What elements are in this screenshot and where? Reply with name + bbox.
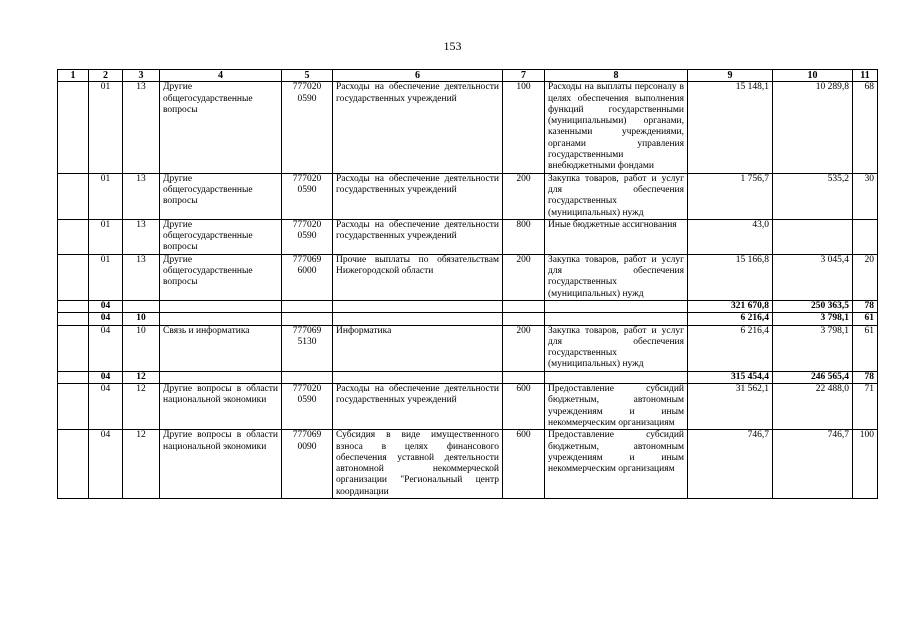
page-number: 153 bbox=[443, 39, 462, 53]
cell-subsection-name: Другие вопросы в области национальной экономики bbox=[160, 384, 282, 430]
cell-expense-type: 600 bbox=[503, 384, 545, 430]
cell-subsection-name bbox=[160, 300, 282, 312]
cell-expense-type bbox=[503, 300, 545, 312]
cell-col1 bbox=[58, 313, 89, 325]
subtotal-row bbox=[58, 371, 878, 383]
subtotal-row bbox=[58, 300, 878, 312]
cell-section: 01 bbox=[89, 219, 123, 254]
table-row bbox=[58, 82, 878, 173]
cell-article-name bbox=[333, 313, 503, 325]
cell-subsection-name: Другие общегосударственные вопросы bbox=[160, 254, 282, 300]
cell-expense-type: 600 bbox=[503, 430, 545, 499]
cell-section: 01 bbox=[89, 82, 123, 173]
cell-target-article: 777020 0590 bbox=[282, 82, 333, 173]
cell-amount-plan: 43,0 bbox=[688, 219, 773, 254]
cell-subsection-name: Другие общегосударственные вопросы bbox=[160, 82, 282, 173]
cell-subsection: 10 bbox=[123, 325, 160, 371]
cell-article-name: Прочие выплаты по обязательствам Нижегородской области bbox=[333, 254, 503, 300]
cell-section: 01 bbox=[89, 173, 123, 219]
cell-section: 04 bbox=[89, 313, 123, 325]
cell-percent: 71 bbox=[853, 384, 878, 430]
cell-amount-actual bbox=[773, 219, 853, 254]
cell-amount-plan: 31 562,1 bbox=[688, 384, 773, 430]
cell-expense-type-name: Закупка товаров, работ и услуг для обеспечения государственных (муниципальных) нужд bbox=[545, 254, 688, 300]
cell-expense-type-name bbox=[545, 300, 688, 312]
cell-section: 01 bbox=[89, 254, 123, 300]
cell-section: 04 bbox=[89, 300, 123, 312]
cell-target-article bbox=[282, 300, 333, 312]
cell-percent: 78 bbox=[853, 300, 878, 312]
column-header: 3 bbox=[123, 70, 160, 82]
cell-subsection-name bbox=[160, 371, 282, 383]
cell-expense-type-name bbox=[545, 371, 688, 383]
cell-amount-actual: 10 289,8 bbox=[773, 82, 853, 173]
cell-article-name: Расходы на обеспечение деятельности государственных учреждений bbox=[333, 173, 503, 219]
cell-article-name: Субсидия в виде имущественного взноса в целях финансового обеспечения уставной деятельности автономной некоммерческой организации "Региональный центр координации bbox=[333, 430, 503, 499]
cell-amount-plan: 6 216,4 bbox=[688, 313, 773, 325]
cell-article-name bbox=[333, 300, 503, 312]
cell-amount-actual: 535,2 bbox=[773, 173, 853, 219]
cell-target-article: 777069 5130 bbox=[282, 325, 333, 371]
cell-percent: 100 bbox=[853, 430, 878, 499]
cell-target-article bbox=[282, 313, 333, 325]
cell-subsection-name bbox=[160, 313, 282, 325]
cell-amount-plan: 15 166,8 bbox=[688, 254, 773, 300]
cell-subsection: 13 bbox=[123, 219, 160, 254]
table-row bbox=[58, 219, 878, 254]
cell-target-article: 777069 6000 bbox=[282, 254, 333, 300]
cell-percent: 61 bbox=[853, 325, 878, 371]
cell-section: 04 bbox=[89, 430, 123, 499]
cell-target-article bbox=[282, 371, 333, 383]
cell-col1 bbox=[58, 325, 89, 371]
subtotal-row bbox=[58, 313, 878, 325]
cell-expense-type: 200 bbox=[503, 325, 545, 371]
cell-expense-type-name: Предоставление субсидий бюджетным, автономным учреждениям и иным некоммерческим организациям bbox=[545, 384, 688, 430]
cell-expense-type-name: Закупка товаров, работ и услуг для обеспечения государственных (муниципальных) нужд bbox=[545, 325, 688, 371]
cell-amount-actual: 250 363,5 bbox=[773, 300, 853, 312]
cell-subsection-name: Связь и информатика bbox=[160, 325, 282, 371]
cell-subsection-name: Другие общегосударственные вопросы bbox=[160, 219, 282, 254]
cell-col1 bbox=[58, 300, 89, 312]
cell-subsection-name: Другие общегосударственные вопросы bbox=[160, 173, 282, 219]
cell-subsection: 13 bbox=[123, 254, 160, 300]
cell-percent: 20 bbox=[853, 254, 878, 300]
cell-subsection: 13 bbox=[123, 82, 160, 173]
cell-amount-plan: 746,7 bbox=[688, 430, 773, 499]
cell-amount-actual: 246 565,4 bbox=[773, 371, 853, 383]
table-row bbox=[58, 325, 878, 371]
cell-article-name: Расходы на обеспечение деятельности государственных учреждений bbox=[333, 219, 503, 254]
cell-expense-type: 800 bbox=[503, 219, 545, 254]
cell-article-name bbox=[333, 371, 503, 383]
cell-subsection: 12 bbox=[123, 430, 160, 499]
column-header: 10 bbox=[773, 70, 853, 82]
cell-article-name: Расходы на обеспечение деятельности государственных учреждений bbox=[333, 82, 503, 173]
column-header: 2 bbox=[89, 70, 123, 82]
column-header: 9 bbox=[688, 70, 773, 82]
table-row bbox=[58, 254, 878, 300]
cell-percent: 78 bbox=[853, 371, 878, 383]
cell-subsection: 10 bbox=[123, 313, 160, 325]
cell-amount-plan: 1 756,7 bbox=[688, 173, 773, 219]
column-header: 6 bbox=[333, 70, 503, 82]
cell-col1 bbox=[58, 173, 89, 219]
cell-percent: 61 bbox=[853, 313, 878, 325]
cell-col1 bbox=[58, 371, 89, 383]
cell-target-article: 777020 0590 bbox=[282, 173, 333, 219]
cell-col1 bbox=[58, 254, 89, 300]
cell-expense-type: 100 bbox=[503, 82, 545, 173]
cell-subsection: 12 bbox=[123, 384, 160, 430]
cell-section: 04 bbox=[89, 384, 123, 430]
cell-amount-actual: 3 798,1 bbox=[773, 325, 853, 371]
cell-subsection: 12 bbox=[123, 371, 160, 383]
cell-col1 bbox=[58, 219, 89, 254]
cell-article-name: Расходы на обеспечение деятельности государственных учреждений bbox=[333, 384, 503, 430]
column-header: 11 bbox=[853, 70, 878, 82]
cell-subsection: 13 bbox=[123, 173, 160, 219]
cell-expense-type-name: Иные бюджетные ассигнования bbox=[545, 219, 688, 254]
column-header: 1 bbox=[58, 70, 89, 82]
cell-percent: 68 bbox=[853, 82, 878, 173]
cell-amount-actual: 3 045,4 bbox=[773, 254, 853, 300]
column-header: 7 bbox=[503, 70, 545, 82]
cell-expense-type-name bbox=[545, 313, 688, 325]
cell-target-article: 777020 0590 bbox=[282, 384, 333, 430]
cell-amount-plan: 15 148,1 bbox=[688, 82, 773, 173]
cell-section: 04 bbox=[89, 371, 123, 383]
cell-amount-actual: 3 798,1 bbox=[773, 313, 853, 325]
cell-col1 bbox=[58, 430, 89, 499]
cell-amount-actual: 22 488,0 bbox=[773, 384, 853, 430]
table-header-row bbox=[58, 70, 878, 82]
column-header: 5 bbox=[282, 70, 333, 82]
cell-article-name: Информатика bbox=[333, 325, 503, 371]
cell-amount-plan: 6 216,4 bbox=[688, 325, 773, 371]
cell-target-article: 777020 0590 bbox=[282, 219, 333, 254]
cell-expense-type bbox=[503, 313, 545, 325]
cell-expense-type-name: Расходы на выплаты персоналу в целях обеспечения выполнения функций государственными (муниципальными) органами, казенными учреждениями, органами управления государственными внебюджетными фондами bbox=[545, 82, 688, 173]
cell-col1 bbox=[58, 82, 89, 173]
cell-amount-plan: 315 454,4 bbox=[688, 371, 773, 383]
cell-subsection bbox=[123, 300, 160, 312]
table-row bbox=[58, 384, 878, 430]
cell-section: 04 bbox=[89, 325, 123, 371]
cell-amount-plan: 321 670,8 bbox=[688, 300, 773, 312]
table-row bbox=[58, 430, 878, 499]
column-header: 8 bbox=[545, 70, 688, 82]
cell-target-article: 777069 0090 bbox=[282, 430, 333, 499]
column-header: 4 bbox=[160, 70, 282, 82]
cell-expense-type: 200 bbox=[503, 254, 545, 300]
cell-expense-type: 200 bbox=[503, 173, 545, 219]
table-row bbox=[58, 173, 878, 219]
cell-amount-actual: 746,7 bbox=[773, 430, 853, 499]
cell-expense-type bbox=[503, 371, 545, 383]
budget-table bbox=[57, 69, 878, 499]
cell-percent: 30 bbox=[853, 173, 878, 219]
cell-subsection-name: Другие вопросы в области национальной экономики bbox=[160, 430, 282, 499]
cell-col1 bbox=[58, 384, 89, 430]
cell-percent bbox=[853, 219, 878, 254]
cell-expense-type-name: Предоставление субсидий бюджетным, автономным учреждениям и иным некоммерческим организациям bbox=[545, 430, 688, 499]
cell-expense-type-name: Закупка товаров, работ и услуг для обеспечения государственных (муниципальных) нужд bbox=[545, 173, 688, 219]
